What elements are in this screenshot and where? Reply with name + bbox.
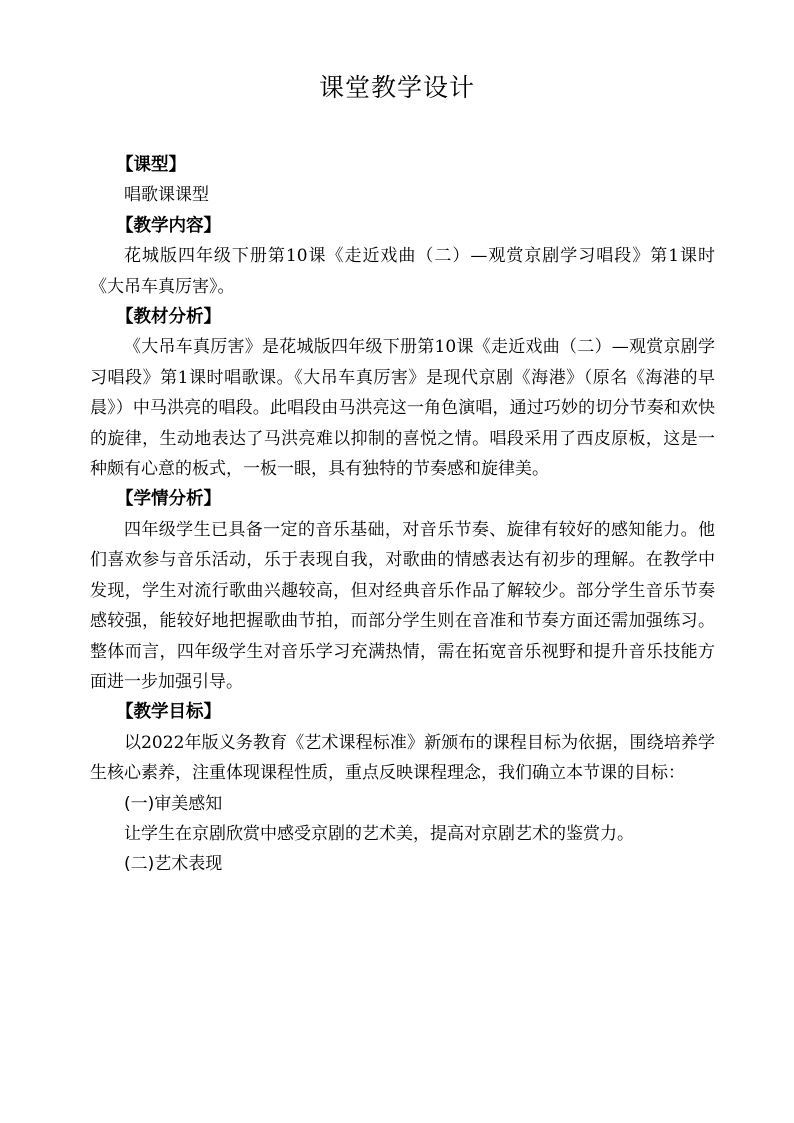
section-text-lesson-type: 唱歌课课型: [124, 185, 209, 206]
section-text-content: 花城版四年级下册第10课《走近戏曲（二）—观赏京剧学习唱段》第1课时《大吊车真厉害》。: [90, 246, 715, 297]
section-heading-content: 【教学内容】: [116, 215, 221, 236]
section-heading-student-analysis: 【学情分析】: [116, 489, 221, 510]
document-body: [90, 150, 715, 880]
section-heading-lesson-type: 【课型】: [116, 155, 186, 175]
goal-text-aesthetic-perception: 让学生在京剧欣赏中感受京剧的艺术美，提高对京剧艺术的鉴赏力。: [124, 823, 634, 844]
section-text-student-analysis: 四年级学生已具备一定的音乐基础，对音乐节奏、旋律有较好的感知能力。他们喜欢参与音乐活动，乐于表现自我，对歌曲的情感表达有初步的理解。在教学中发现，学生对流行歌曲兴趣较高，但对经典音乐作品了解较少。部分学生音乐节奏感较强，能较好地把握歌曲节拍，而部分学生则在音准和节奏方面还需加强练习。整体而言，四年级学生对音乐学习充满热情，需在拓宽音乐视野和提升音乐技能方面进一步加强引导。: [90, 519, 715, 692]
section-text-teaching-goals: 以2022年版义务教育《艺术课程标准》新颁布的课程目标为依据，围绕培养学生核心素养，注重体现课程性质，重点反映课程理念，我们确立本节课的目标：: [90, 732, 715, 784]
section-heading-teaching-goals: 【教学目标】: [116, 702, 221, 723]
section-heading-material-analysis: 【教材分析】: [116, 307, 221, 328]
page-title: 课堂教学设计: [318, 73, 475, 102]
goal-heading-artistic-expression: (二)艺术表现: [124, 854, 223, 875]
goal-heading-aesthetic-perception: (一)审美感知: [124, 793, 223, 814]
section-text-material-analysis: 《大吊车真厉害》是花城版四年级下册第10课《走近戏曲（二）—观赏京剧学习唱段》第1课时唱歌课。《大吊车真厉害》是现代京剧《海港》（原名《海港的早晨》）中马洪亮的唱段。此唱段由马洪亮这一角色演唱，通过巧妙的切分节奏和欢快的旋律，生动地表达了马洪亮难以抑制的喜悦之情。唱段采用了西皮原板，这是一种颇有心意的板式，一板一眼，具有独特的节奏感和旋律美。: [90, 337, 715, 480]
